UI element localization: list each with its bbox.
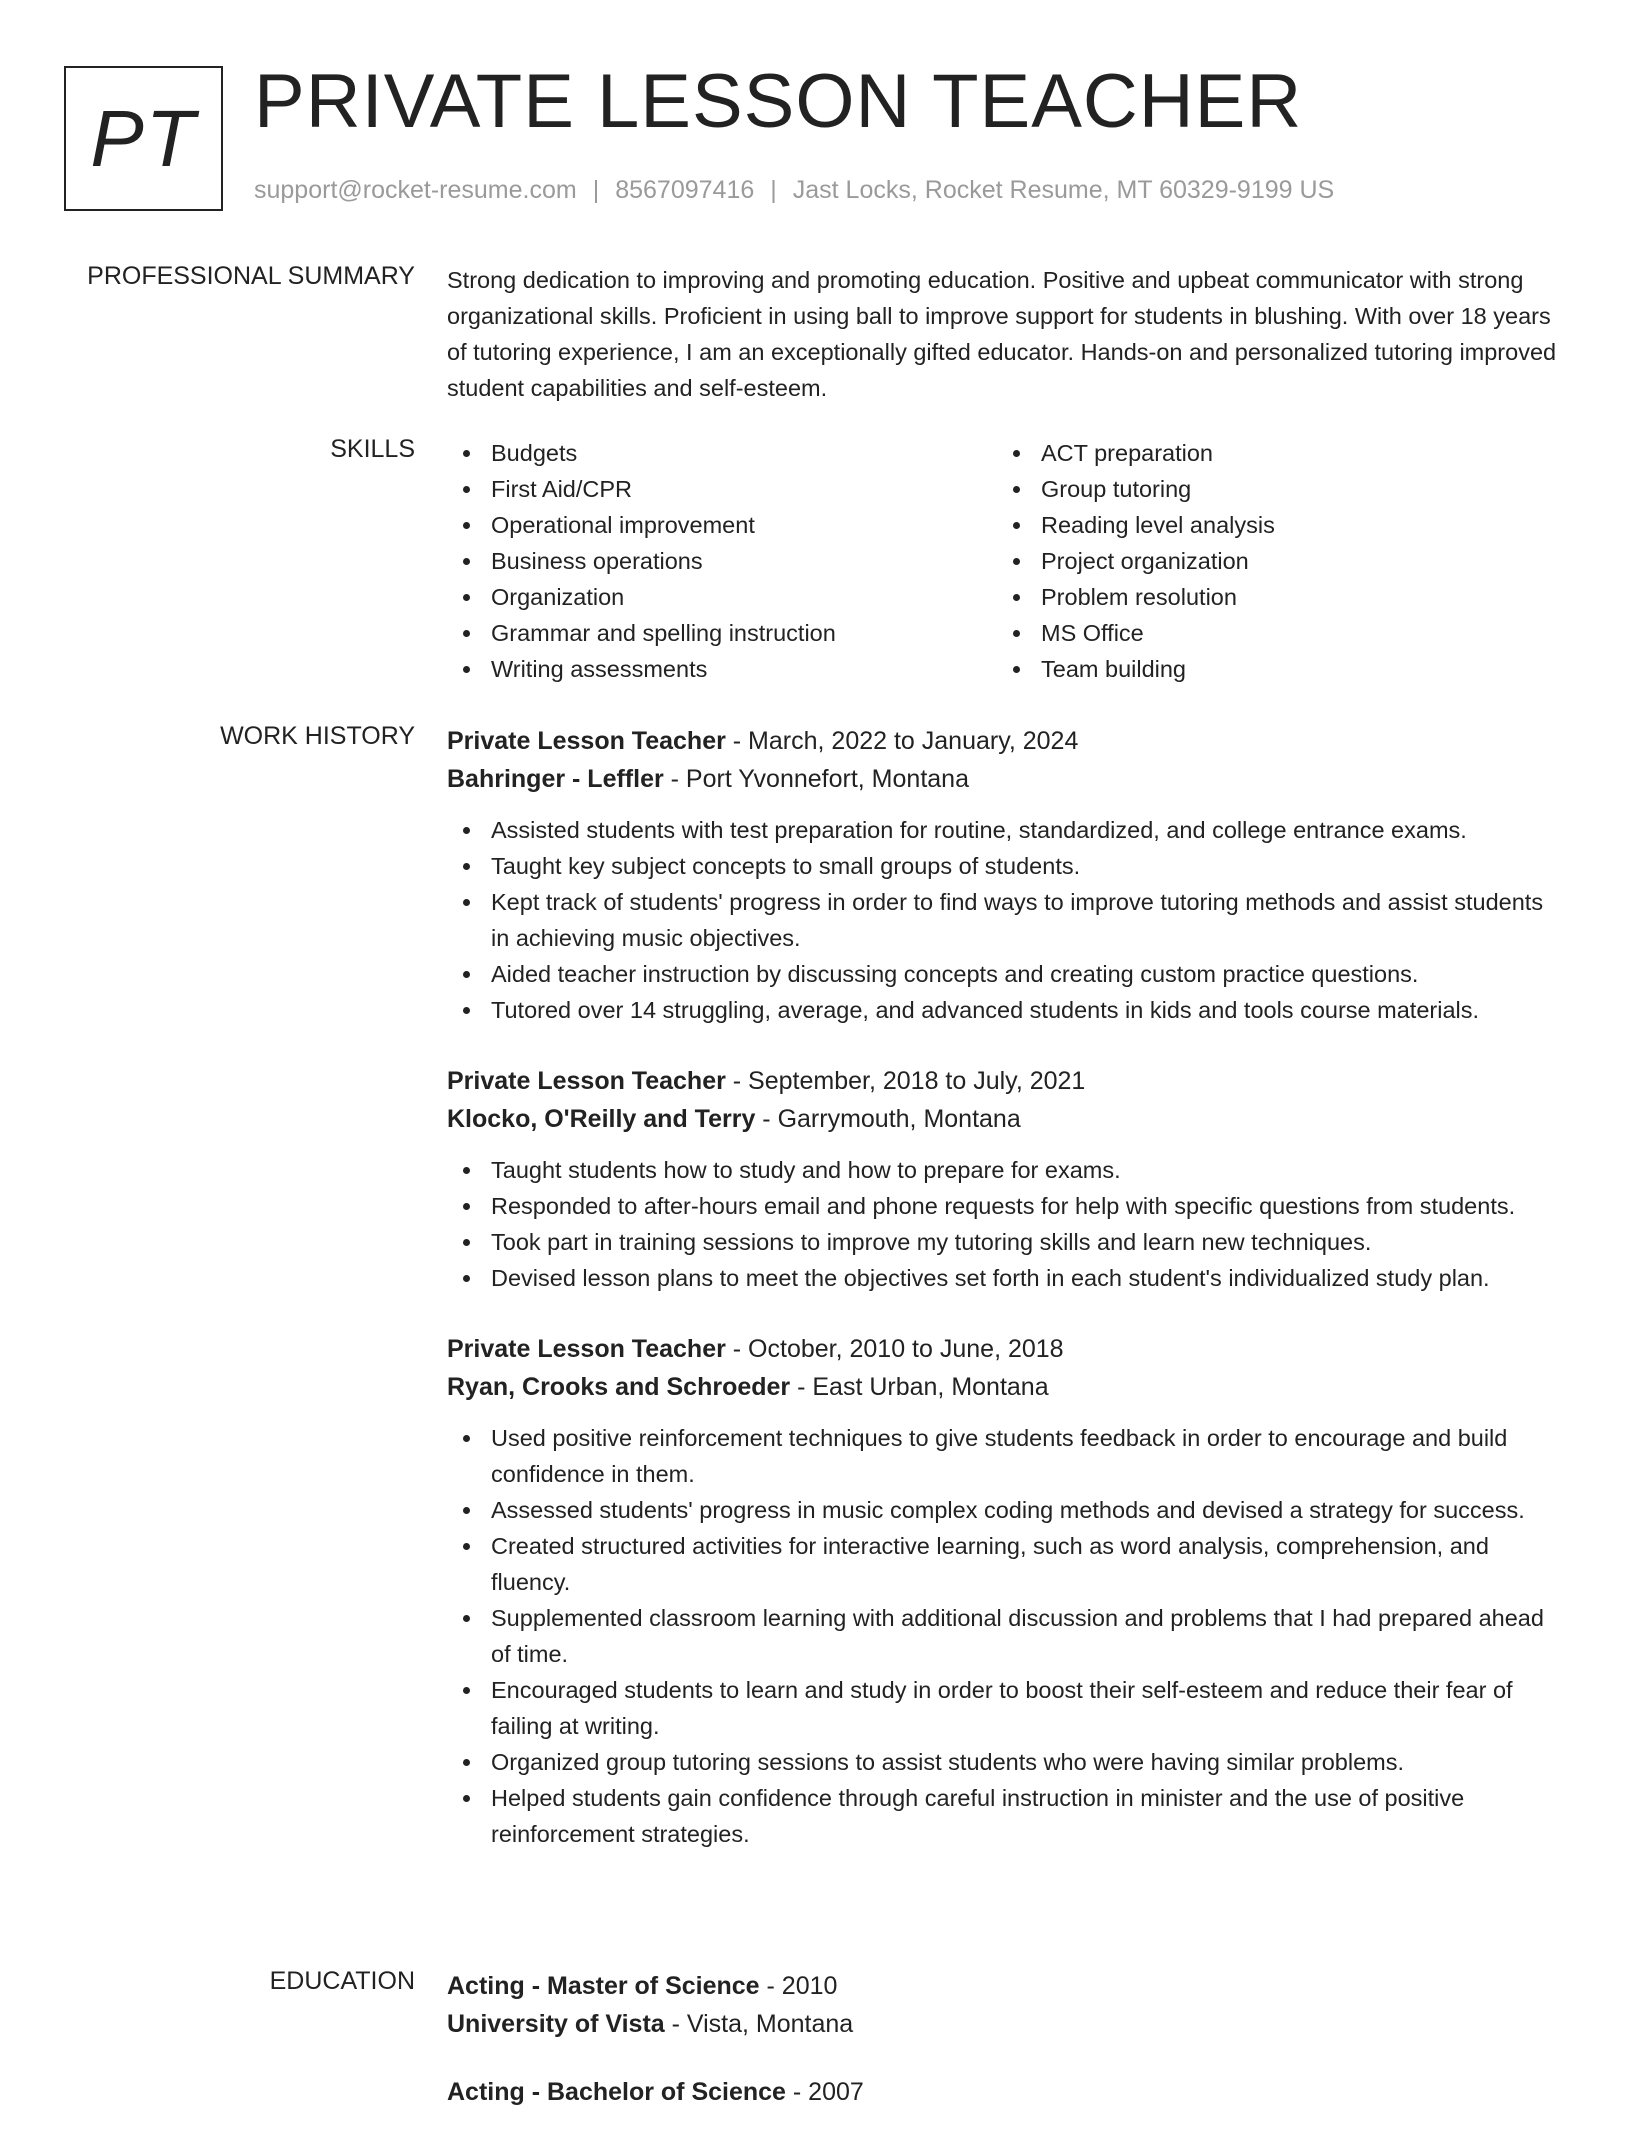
job-bullets xyxy=(447,812,1557,1028)
job-dates: - September, 2018 to July, 2021 xyxy=(725,1067,1086,1095)
section-title: WORK HISTORY xyxy=(220,722,415,750)
contact-email[interactable]: support@rocket-resume.com xyxy=(254,176,577,204)
job-bullet: Created structured activities for interactive learning, such as word analysis, comprehension, and fluency. xyxy=(447,1528,1557,1600)
degree-line xyxy=(447,1967,1557,2005)
job-title-line xyxy=(447,1062,1557,1100)
contact-separator: | xyxy=(592,176,600,204)
degree-year: - 2007 xyxy=(785,2078,864,2106)
job-company: Klocko, O'Reilly and Terry xyxy=(447,1105,756,1133)
skill-item: Team building xyxy=(997,651,1547,687)
skill-item: Organization xyxy=(447,579,997,615)
job-role: Private Lesson Teacher xyxy=(447,1067,726,1095)
job-company: Bahringer - Leffler xyxy=(447,765,664,793)
skills-list-left xyxy=(447,435,997,687)
job-bullet: Tutored over 14 struggling, average, and advanced students in kids and tools course materials. xyxy=(447,992,1557,1028)
skills-list-right xyxy=(997,435,1547,687)
skill-item: Group tutoring xyxy=(997,471,1547,507)
job-bullets xyxy=(447,1420,1557,1852)
skill-item: MS Office xyxy=(997,615,1547,651)
job-entry xyxy=(447,722,1557,1028)
job-role: Private Lesson Teacher xyxy=(447,1335,726,1363)
skill-item: Writing assessments xyxy=(447,651,997,687)
job-title-line xyxy=(447,722,1557,760)
job-company-line xyxy=(447,1368,1557,1406)
job-title-line xyxy=(447,1330,1557,1368)
skill-item: Reading level analysis xyxy=(997,507,1547,543)
job-bullet: Supplemented classroom learning with additional discussion and problems that I had prepared ahead of time. xyxy=(447,1600,1557,1672)
job-location: - Garrymouth, Montana xyxy=(755,1105,1021,1133)
skill-item: Business operations xyxy=(447,543,997,579)
job-bullet: Took part in training sessions to improve my tutoring skills and learn new techniques. xyxy=(447,1224,1557,1260)
job-bullet: Organized group tutoring sessions to assist students who were having similar problems. xyxy=(447,1744,1557,1780)
contact-line xyxy=(254,176,1334,205)
job-bullet: Used positive reinforcement techniques to give students feedback in order to encourage and build confidence in them. xyxy=(447,1420,1557,1492)
education-entry xyxy=(447,1967,1557,2043)
skills-body xyxy=(447,435,1557,687)
resume-name: PRIVATE LESSON TEACHER xyxy=(254,59,1303,144)
job-role: Private Lesson Teacher xyxy=(447,727,726,755)
degree-name: Acting - Master of Science xyxy=(447,1972,760,2000)
degree-year: - 2010 xyxy=(759,1972,838,2000)
job-location: - East Urban, Montana xyxy=(790,1373,1049,1401)
summary-body xyxy=(447,262,1557,406)
job-entry xyxy=(447,1062,1557,1296)
degree-name: Acting - Bachelor of Science xyxy=(447,2078,786,2106)
skill-item: ACT preparation xyxy=(997,435,1547,471)
job-bullet: Devised lesson plans to meet the objectives set forth in each student's individualized study plan. xyxy=(447,1260,1557,1296)
section-title: SKILLS xyxy=(330,435,415,463)
school-line xyxy=(447,2005,1557,2043)
job-bullet: Aided teacher instruction by discussing concepts and creating custom practice questions. xyxy=(447,956,1557,992)
work-history-body xyxy=(447,722,1557,1886)
job-company-line xyxy=(447,760,1557,798)
school-name: University of Vista xyxy=(447,2010,665,2038)
skill-item: Grammar and spelling instruction xyxy=(447,615,997,651)
job-dates: - March, 2022 to January, 2024 xyxy=(725,727,1079,755)
job-bullet: Kept track of students' progress in order to find ways to improve tutoring methods and assist students in achieving music objectives. xyxy=(447,884,1557,956)
job-bullet: Encouraged students to learn and study in order to boost their self-esteem and reduce their fear of failing at writing. xyxy=(447,1672,1557,1744)
summary-text: Strong dedication to improving and promoting education. Positive and upbeat communicator with strong organizational skills. Proficient in using ball to improve support for students in blushing. With over 18 years of tutoring experience, I am an exceptionally gifted educator. Hands-on and personalized tutoring improved student capabilities and self-esteem. xyxy=(447,267,1557,401)
skill-item: Budgets xyxy=(447,435,997,471)
school-location: - Vista, Montana xyxy=(664,2010,854,2038)
job-bullet: Taught students how to study and how to prepare for exams. xyxy=(447,1152,1557,1188)
education-body xyxy=(447,1967,1557,2141)
contact-address: Jast Locks, Rocket Resume, MT 60329-9199 US xyxy=(792,176,1335,204)
initials-monogram: PT xyxy=(64,66,223,211)
job-company-line xyxy=(447,1100,1557,1138)
skill-item: First Aid/CPR xyxy=(447,471,997,507)
job-dates: - October, 2010 to June, 2018 xyxy=(725,1335,1064,1363)
skill-item: Project organization xyxy=(997,543,1547,579)
skill-item: Problem resolution xyxy=(997,579,1547,615)
job-entry xyxy=(447,1330,1557,1852)
job-bullet: Assessed students' progress in music complex coding methods and devised a strategy for success. xyxy=(447,1492,1557,1528)
job-bullet: Taught key subject concepts to small groups of students. xyxy=(447,848,1557,884)
job-bullet: Assisted students with test preparation for routine, standardized, and college entrance exams. xyxy=(447,812,1557,848)
skill-item: Operational improvement xyxy=(447,507,997,543)
contact-separator: | xyxy=(770,176,777,204)
job-bullet: Responded to after-hours email and phone requests for help with specific questions from students. xyxy=(447,1188,1557,1224)
job-location: - Port Yvonnefort, Montana xyxy=(663,765,969,793)
job-bullets xyxy=(447,1152,1557,1296)
job-bullet: Helped students gain confidence through careful instruction in minister and the use of positive reinforcement strategies. xyxy=(447,1780,1557,1852)
contact-phone[interactable]: 8567097416 xyxy=(615,176,755,204)
section-title: PROFESSIONAL SUMMARY xyxy=(87,262,415,290)
degree-line xyxy=(447,2073,1557,2111)
section-title: EDUCATION xyxy=(269,1967,415,1995)
education-entry xyxy=(447,2073,1557,2111)
job-company: Ryan, Crooks and Schroeder xyxy=(447,1373,791,1401)
